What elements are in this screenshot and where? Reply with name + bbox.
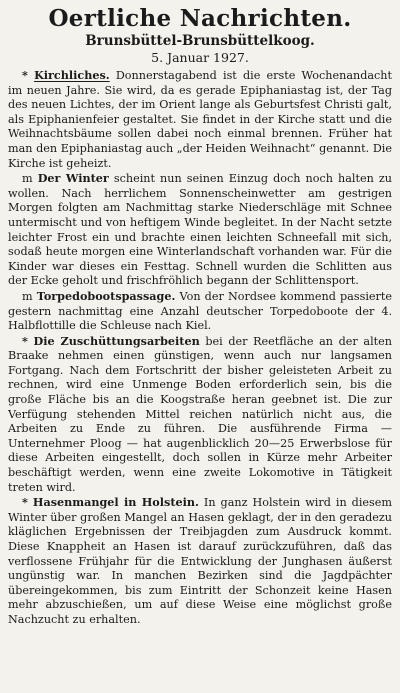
article-kirchliches bbox=[8, 68, 392, 171]
article-marker: m bbox=[22, 289, 33, 303]
article-marker: * bbox=[22, 68, 28, 82]
article-marker: * bbox=[22, 333, 28, 348]
article-headline: Hasenmangel in Holstein. bbox=[32, 495, 199, 510]
article-zuschuettung bbox=[8, 334, 392, 496]
article-headline: Kirchliches. bbox=[34, 68, 110, 82]
page-title: Oertliche Nachrichten. bbox=[48, 5, 352, 32]
article-text: Von der Nordsee kommend passierte gestern nachmittag eine Anzahl deutscher Torpedoboote der 4. Halbflottille die Schleuse nach Kiel. bbox=[8, 289, 392, 333]
article-headline: Torpedobootspassage. bbox=[36, 288, 176, 303]
article-text: scheint nun seinen Einzug doch noch halten zu wollen. Nach herrlichem Sonnenscheinwetter am gestrigen Morgen folgten am Nachmittag starke Niederschläge mit Schnee untermischt und von heftigem Winde begleitet. In der Nacht setzte leichter Frost ein und brachte einen leichten Schneefall mit sich, sodaß heute morgen eine Winterlandschaft vorhanden war. Für die Kinder war dieses ein Festtag. Schnell wurden die Schlitten aus der Ecke geholt und frischfröhlich begann der Schlittensport. bbox=[8, 172, 393, 288]
article-marker: m bbox=[22, 172, 33, 186]
issue-date: 5. Januar 1927. bbox=[151, 50, 249, 65]
article-headline: Die Zuschüttungsarbeiten bbox=[33, 333, 200, 348]
article-hasenmangel bbox=[8, 495, 392, 627]
article-torpedoboote bbox=[8, 289, 392, 334]
article-winter bbox=[8, 171, 392, 289]
article-headline: Der Winter bbox=[37, 171, 109, 186]
article-marker: * bbox=[22, 495, 28, 510]
article-text: Donnerstagabend ist die erste Wochenandacht im neuen Jahre. Sie wird, da es gerade Epiphaniastag ist, der Tag des neuen Lichtes, der im Orient lange als Geburtsfest Christi galt, als Epiphanienfeier gestaltet. Sie findet in der Kirche statt und die Weihnachtsbäume sollen dabei noch einmal brennen. Früher hat man den Epiphaniastag auch „der Heiden Weihnacht“ genannt. Die Kirche ist geheizt. bbox=[8, 69, 393, 170]
location-subtitle: Brunsbüttel-Brunsbüttelkoog. bbox=[85, 33, 315, 49]
article-text: In ganz Holstein wird in diesem Winter über großen Mangel an Hasen geklagt, der in den geradezu kläglichen Ergebnissen der Treibjagden zum Ausdruck kommt. Diese Knappheit an Hasen ist darauf zurückzuführen, daß das verflossene Frühjahr für die Entwicklung der Junghasen äußerst ungünstig war. In manchen Bezirken sind die Jagdpächter übereingekommen, bis zum Eintritt der Schonzeit keine Hasen mehr abzuschießen, um auf diese Weise eine möglichst große Nachzucht zu erhalten. bbox=[8, 496, 392, 626]
article-text: bei der Reetfläche an der alten Braake nehmen einen günstigen, wenn auch nur langsamen Fortgang. Nach dem Fortschritt der bisher geleisteten Arbeit zu rechnen, wird eine Unmenge Boden erforderlich sein, bis die große Fläche bis an die Koogstraße heran geebnet ist. Die zur Verfügung stehenden Mittel reichen natürlich nicht aus, die Arbeiten zu Ende zu führen. Die ausführende Firma — Unternehmer Ploog — hat augenblicklich 20—25 Erwerbslose für diese Arbeiten eingestellt, doch sollen in Kürze mehr Arbeiter beschäftigt werden, wenn eine zweite Lokomotive in Tätigkeit treten wird. bbox=[8, 334, 392, 494]
